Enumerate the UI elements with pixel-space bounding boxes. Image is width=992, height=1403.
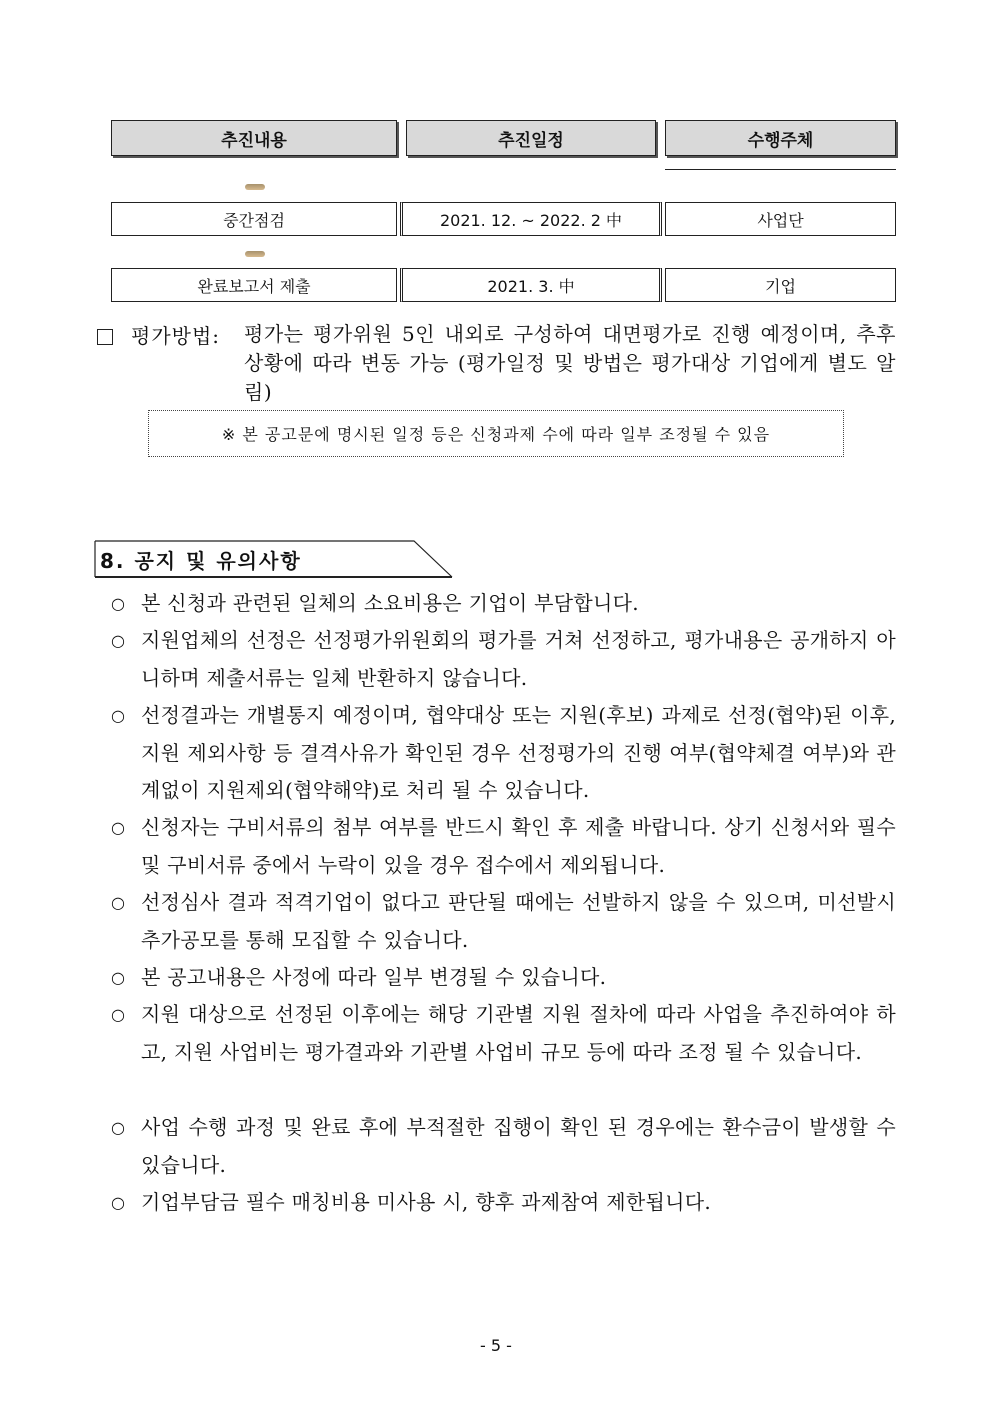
notice-text: ※ 본 공고문에 명시된 일정 등은 신청과제 수에 따라 일부 조정될 수 있음 xyxy=(221,425,771,444)
table-header-owner: 수행주체 xyxy=(665,120,896,156)
page-number: - 5 - xyxy=(480,1336,512,1355)
table-header-content: 추진내용 xyxy=(111,120,397,156)
table-cell-content: 완료보고서 제출 xyxy=(111,268,397,302)
evaluation-text: 평가는 평가위원 5인 내외로 구성하여 대면평가로 진행 예정이며, 추후 상황에 따라 변동 가능 (평가일정 및 방법은 평가대상 기업에게 별도 알림) xyxy=(244,322,896,404)
list-item: ○ 지원업체의 선정은 선정평가위원회의 평가를 거쳐 선정하고, 평가내용은 공개하지 아니하며 제출서류는 일체 반환하지 않습니다. xyxy=(141,622,896,697)
table-cell-owner: 기업 xyxy=(665,268,896,302)
bullet-icon: ○ xyxy=(111,631,126,650)
section-title: 8. 공지 및 유의사항 xyxy=(100,549,302,573)
list-item: ○ 기업부담금 필수 매칭비용 미사용 시, 향후 과제참여 제한됩니다. xyxy=(141,1184,896,1222)
bullet-icon: ○ xyxy=(111,594,126,613)
bullet-icon: ○ xyxy=(111,818,126,837)
list-item: ○ 신청자는 구비서류의 첨부 여부를 반드시 확인 후 제출 바랍니다. 상기 신청서와 필수 및 구비서류 중에서 누락이 있을 경우 접수에서 제외됩니다. xyxy=(141,809,896,884)
list-item: ○ 지원 대상으로 선정된 이후에는 해당 기관별 지원 절차에 따라 사업을 추진하여야 하고, 지원 사업비는 평가결과와 기관별 사업비 규모 등에 따라 조정 될 수 있습니다. xyxy=(141,996,896,1071)
down-arrow-icon xyxy=(245,184,265,190)
table-cell-schedule: 2021. 12. ~ 2022. 2 中 xyxy=(400,202,662,236)
list-item: ○ 본 신청과 관련된 일체의 소요비용은 기업이 부담합니다. xyxy=(141,585,896,623)
bullet-icon: ○ xyxy=(111,1193,126,1212)
bullet-icon: ○ xyxy=(111,706,126,725)
checkbox-icon xyxy=(97,329,113,345)
header-underline xyxy=(665,169,896,170)
table-cell-owner: 사업단 xyxy=(665,202,896,236)
bullet-icon: ○ xyxy=(111,968,126,987)
notice-box xyxy=(148,410,844,457)
down-arrow-icon xyxy=(245,251,265,257)
list-item: ○ 본 공고내용은 사정에 따라 일부 변경될 수 있습니다. xyxy=(141,959,896,997)
evaluation-label: 평가방법: xyxy=(131,324,221,348)
list-item: ○ 선정결과는 개별통지 예정이며, 협약대상 또는 지원(후보) 과제로 선정(협약)된 이후, 지원 제외사항 등 결격사유가 확인된 경우 선정평가의 진행 여부(협약체결 여부)와 관계없이 지원제외(협약해약)로 처리 될 수 있습니다. xyxy=(141,697,896,810)
table-cell-schedule: 2021. 3. 中 xyxy=(400,268,662,302)
bullet-icon: ○ xyxy=(111,893,126,912)
table-header-schedule: 추진일정 xyxy=(406,120,656,156)
bullet-icon: ○ xyxy=(111,1118,126,1137)
bullet-icon: ○ xyxy=(111,1005,126,1024)
table-cell-content: 중간점검 xyxy=(111,202,397,236)
list-item: ○ 선정심사 결과 적격기업이 없다고 판단될 때에는 선발하지 않을 수 있으며, 미선발시 추가공모를 통해 모집할 수 있습니다. xyxy=(141,884,896,959)
list-item: ○ 사업 수행 과정 및 완료 후에 부적절한 집행이 확인 된 경우에는 환수금이 발생할 수 있습니다. xyxy=(141,1109,896,1184)
